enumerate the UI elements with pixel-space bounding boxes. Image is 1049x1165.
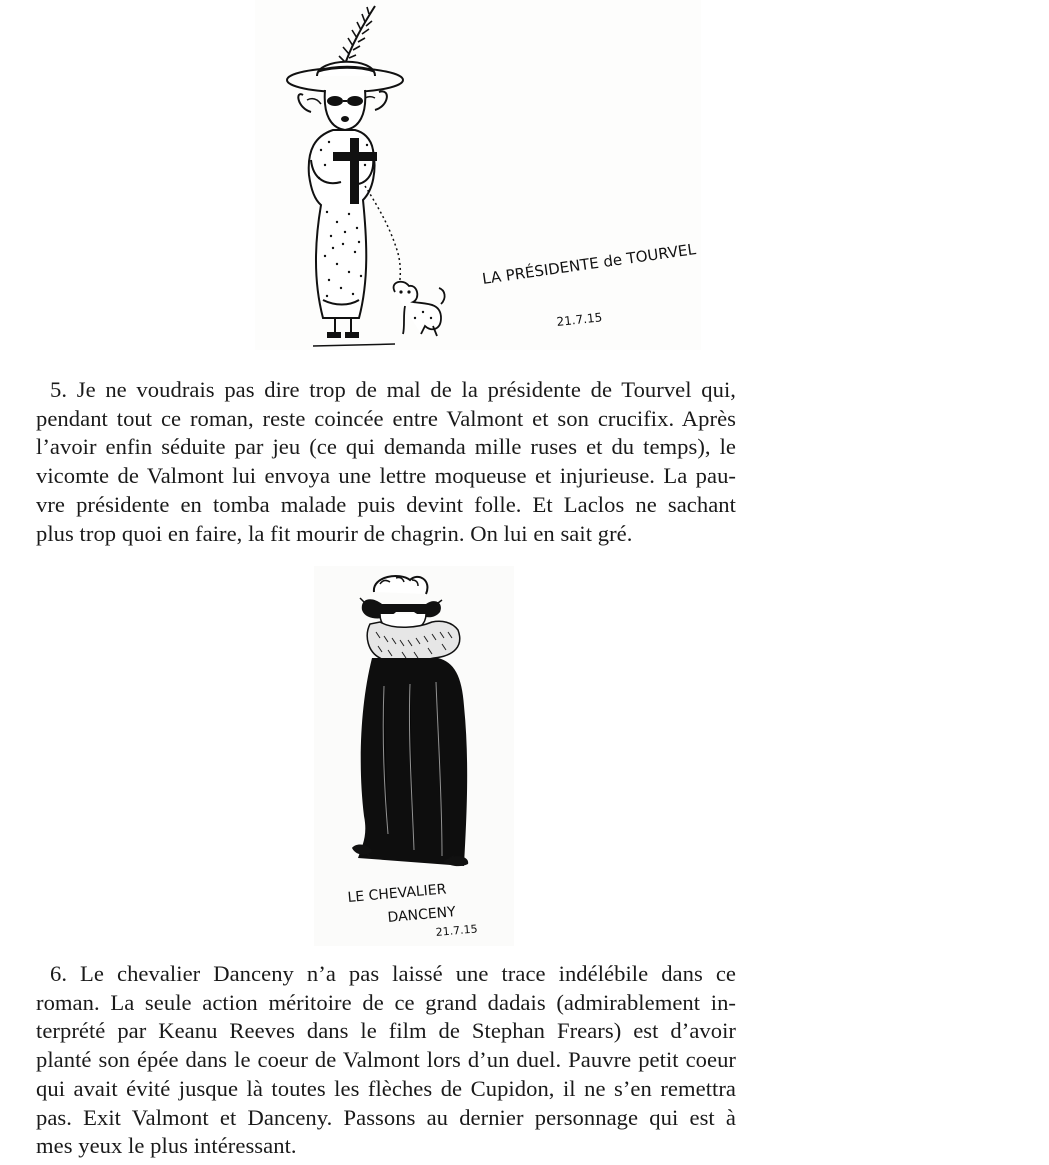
paragraph-line: l’avoir enfin séduite par jeu (ce qui demanda mille ruses et du temps), le: [36, 434, 736, 460]
paragraph-line: pas. Exit Valmont et Danceny. Passons au dernier personnage qui est à: [36, 1104, 736, 1130]
figure-date-tourvel: 21.7.15: [555, 310, 603, 329]
danceny-illustration: [314, 566, 514, 946]
paragraph-line: vicomte de Valmont lui envoya une lettre moqueuse et injurieuse. La pau-: [36, 463, 736, 489]
paragraph-line: planté son épée dans le coeur de Valmont lors d’un duel. Pauvre petit coeur: [36, 1047, 736, 1073]
paragraph-line: 5. Je ne voudrais pas dire trop de mal de la présidente de Tourvel qui,: [50, 377, 736, 402]
paragraph-line: 6. Le chevalier Danceny n’a pas laissé une trace indélébile dans ce: [50, 961, 736, 986]
paragraph-line: mes yeux le plus intéressant.: [36, 1133, 297, 1159]
tourvel-drawing: [255, 0, 701, 350]
paragraph-line: vre présidente en tomba malade puis devint folle. Et Laclos ne sachant: [36, 491, 736, 517]
danceny-drawing: [314, 566, 514, 946]
figure-caption-danceny-line2: DANCENY: [386, 904, 457, 926]
tourvel-illustration: [255, 0, 701, 350]
figure-caption-danceny-line1: LE CHEVALIER: [346, 881, 447, 906]
figure-date-danceny: 21.7.15: [435, 922, 479, 939]
paragraph-line: qui avait évité jusque là toutes les flèches de Cupidon, il ne s’en remettra: [36, 1075, 736, 1101]
paragraph-line: plus trop quoi en faire, la fit mourir de chagrin. On lui en sait gré.: [36, 520, 633, 546]
paragraph-line: roman. La seule action méritoire de ce grand dadais (admirablement in-: [36, 989, 736, 1015]
paragraph-5: [36, 376, 736, 548]
paragraph-line: terprété par Keanu Reeves dans le film de Stephan Frears) est d’avoir: [36, 1018, 736, 1044]
figure-caption-tourvel: LA PRÉSIDENTE de TOURVEL: [481, 240, 697, 288]
paragraph-line: pendant tout ce roman, reste coincée entre Valmont et son crucifix. Après: [36, 405, 736, 431]
paragraph-6: [36, 960, 736, 1161]
